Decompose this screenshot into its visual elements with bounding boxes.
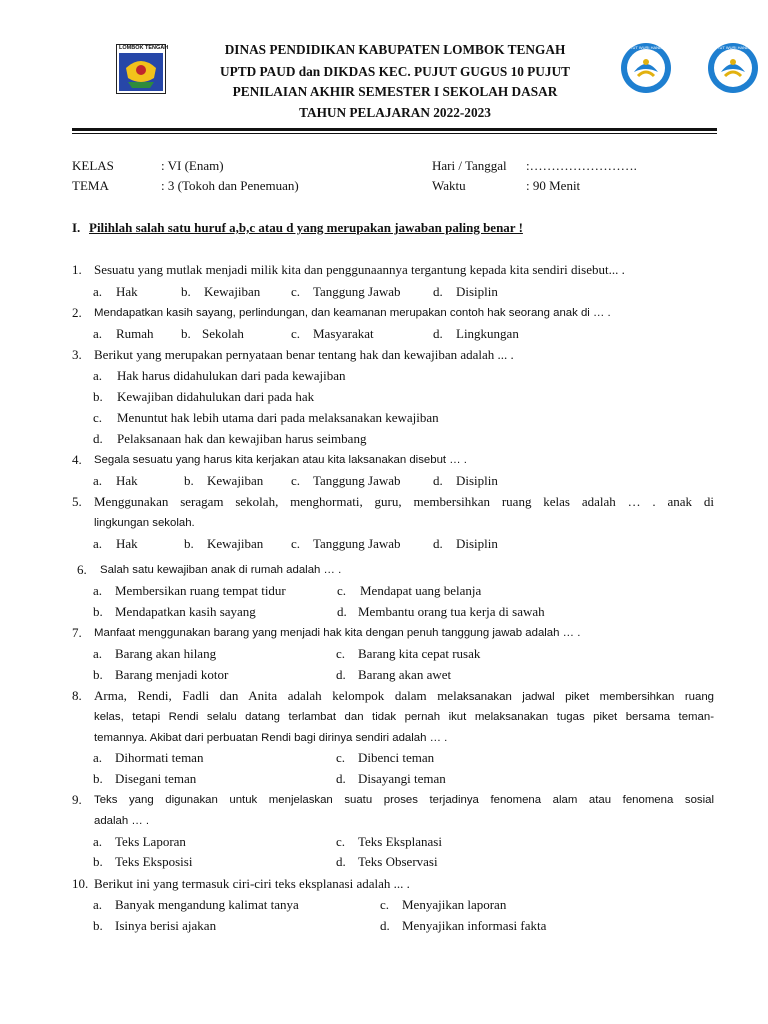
option-letter: c. (291, 326, 301, 341)
hari-value: :……………………. (526, 158, 637, 173)
option-letter: a. (93, 834, 103, 849)
question-number: 9. (72, 792, 82, 807)
option-text: Dibenci teman (358, 750, 435, 765)
question-text-cont: adalah … . (94, 815, 150, 827)
lombok-tengah-logo-text: LOMBOK TENGAH (119, 45, 169, 51)
lombok-tengah-logo (116, 44, 169, 94)
header-line-1: DINAS PENDIDIKAN KABUPATEN LOMBOK TENGAH (224, 42, 566, 57)
option-text: Masyarakat (313, 326, 374, 341)
header-line-3: PENILAIAN AKHIR SEMESTER I SEKOLAH DASAR (232, 84, 558, 99)
question-text-cont: kelas, tetapi Rendi selalu datang terlambat dan tidak pernah ikut melaksanakan tugas piket bersama teman- (94, 711, 714, 723)
option-letter: d. (337, 604, 347, 619)
option-letter: a. (93, 473, 103, 488)
option-letter: c. (291, 284, 301, 299)
option-letter: d. (380, 918, 390, 933)
hari-label: Hari / Tanggal (432, 158, 507, 173)
option-text: Menyajikan informasi fakta (402, 918, 547, 933)
option-text: Hak (116, 284, 138, 299)
question-number: 4. (72, 452, 82, 467)
option-text: Menyajikan laporan (402, 897, 507, 912)
option-text: Barang akan awet (358, 667, 452, 682)
option-letter: b. (93, 771, 103, 786)
option-text: Pelaksanaan hak dan kewajiban harus seimbang (117, 431, 367, 446)
question-text: Teks yang digunakan untuk menjelaskan suatu proses terjadinya fenomena alam atau fenomena sosial (94, 794, 714, 806)
option-text: Disiplin (456, 536, 498, 551)
option-text: Teks Eksposisi (115, 854, 193, 869)
question-number: 1. (72, 262, 82, 277)
question-text: Berikut yang merupakan pernyataan benar tentang hak dan kewajiban adalah ... . (94, 347, 514, 362)
option-letter: b. (181, 284, 191, 299)
option-letter: c. (336, 834, 346, 849)
tema-label: TEMA (72, 178, 109, 193)
question-number: 6. (77, 562, 87, 577)
option-text: Membantu orang tua kerja di sawah (358, 604, 545, 619)
option-text: Tanggung Jawab (313, 284, 401, 299)
option-letter: a. (93, 368, 103, 383)
question-number: 5. (72, 494, 82, 509)
option-letter: a. (93, 583, 103, 598)
question-number: 3. (72, 347, 82, 362)
option-letter: c. (336, 750, 346, 765)
option-text: Menuntut hak lebih utama dari pada melaksanakan kewajiban (117, 410, 439, 425)
tema-value: : 3 (Tokoh dan Penemuan) (161, 178, 299, 193)
option-letter: b. (93, 667, 103, 682)
option-text: Sekolah (202, 326, 244, 341)
option-letter: b. (184, 473, 194, 488)
option-text: Membersikan ruang tempat tidur (115, 583, 286, 598)
option-letter: d. (433, 284, 443, 299)
option-text: Hak (116, 473, 138, 488)
waktu-label: Waktu (432, 178, 466, 193)
question-text: Salah satu kewajiban anak di rumah adalah … . (100, 564, 342, 576)
option-letter: d. (433, 536, 443, 551)
option-text: Disiplin (456, 473, 498, 488)
header-line-4: TAHUN PELAJARAN 2022-2023 (299, 105, 491, 120)
option-text: Barang akan hilang (115, 646, 217, 661)
option-letter: c. (380, 897, 390, 912)
option-letter: d. (336, 854, 346, 869)
question-text: Mendapatkan kasih sayang, perlindungan, dan keamanan merupakan contoh hak seorang anak di … . (94, 307, 611, 319)
option-text: Hak harus didahulukan dari pada kewajiban (117, 368, 346, 383)
option-text: Banyak mengandung kalimat tanya (115, 897, 299, 912)
option-letter: b. (93, 604, 103, 619)
option-letter: d. (336, 667, 346, 682)
option-letter: c. (291, 536, 301, 551)
header-line-2: UPTD PAUD dan DIKDAS KEC. PUJUT GUGUS 10 PUJUT (219, 64, 571, 79)
option-letter: d. (93, 431, 103, 446)
option-letter: b. (181, 326, 191, 341)
option-text: Lingkungan (456, 326, 519, 341)
option-text: Rumah (116, 326, 154, 341)
option-letter: a. (93, 536, 103, 551)
option-letter: d. (433, 473, 443, 488)
option-text: Tanggung Jawab (313, 473, 401, 488)
question-text-part: aksanakan jadwal piket membersihkan ruang (456, 691, 714, 703)
kelas-value: : VI (Enam) (161, 158, 224, 173)
option-letter: b. (93, 854, 103, 869)
option-text: Mendapat uang belanja (360, 583, 482, 598)
option-text: Isinya berisi ajakan (115, 918, 217, 933)
option-letter: c. (337, 583, 347, 598)
waktu-value: : 90 Menit (526, 178, 581, 193)
option-text: Barang kita cepat rusak (358, 646, 481, 661)
option-letter: a. (93, 646, 103, 661)
question-number: 7. (72, 625, 82, 640)
kelas-label: KELAS (72, 158, 114, 173)
question-text: Menggunakan seragam sekolah, menghormati, guru, membersihkan ruang kelas adalah … . anak di (94, 494, 714, 509)
option-text: Teks Eksplanasi (358, 834, 442, 849)
option-letter: b. (93, 918, 103, 933)
option-text: Disayangi teman (358, 771, 446, 786)
option-letter: d. (336, 771, 346, 786)
option-letter: a. (93, 897, 103, 912)
option-text: Disiplin (456, 284, 498, 299)
question-number: 2. (72, 305, 82, 320)
tut-wuri-handayani-logo-2 (707, 42, 759, 94)
question-text (94, 688, 714, 705)
option-letter: c. (93, 410, 103, 425)
question-text-cont: lingkungan sekolah. (94, 517, 195, 529)
option-text: Kewajiban (204, 284, 261, 299)
question-number: 10. (72, 876, 89, 891)
question-text-cont: temannya. Akibat dari perbuatan Rendi bagi dirinya sendiri adalah … . (94, 732, 448, 744)
tut-wuri-logo-text-2: TUT WURI HANDAYANI (717, 45, 761, 50)
tut-wuri-logo-text: TUT WURI HANDAYANI (630, 45, 674, 50)
option-letter: a. (93, 326, 103, 341)
option-letter: a. (93, 750, 103, 765)
question-number: 8. (72, 688, 82, 703)
section-number: I. (72, 220, 81, 235)
option-letter: c. (291, 473, 301, 488)
option-text: Kewajiban (207, 536, 264, 551)
option-text: Dihormati teman (115, 750, 204, 765)
question-text: Segala sesuatu yang harus kita kerjakan atau kita laksanakan disebut … . (94, 454, 467, 466)
option-text: Barang menjadi kotor (115, 667, 229, 682)
option-text: Hak (116, 536, 138, 551)
option-text: Tanggung Jawab (313, 536, 401, 551)
option-text: Teks Observasi (358, 854, 438, 869)
option-letter: a. (93, 284, 103, 299)
question-text: Manfaat menggunakan barang yang menjadi hak kita dengan penuh tanggung jawab adalah … . (94, 627, 581, 639)
section-instruction: Pilihlah salah satu huruf a,b,c atau d yang merupakan jawaban paling benar ! (89, 220, 523, 235)
question-text-part: Arma, Rendi, Fadli dan Anita adalah kelompok dalam mel (94, 688, 457, 703)
option-letter: b. (184, 536, 194, 551)
option-text: Kewajiban (207, 473, 264, 488)
option-letter: d. (433, 326, 443, 341)
question-text: Sesuatu yang mutlak menjadi milik kita dan penggunaannya tergantung kepada kita sendiri disebut... . (94, 262, 625, 277)
option-text: Disegani teman (115, 771, 197, 786)
question-text: Berikut ini yang termasuk ciri-ciri teks eksplanasi adalah ... . (94, 876, 410, 891)
option-letter: c. (336, 646, 346, 661)
option-text: Kewajiban didahulukan dari pada hak (117, 389, 315, 404)
header-rule-thin (72, 133, 717, 134)
header-rule-thick (72, 128, 717, 131)
option-text: Teks Laporan (115, 834, 186, 849)
option-letter: b. (93, 389, 103, 404)
option-text: Mendapatkan kasih sayang (115, 604, 256, 619)
